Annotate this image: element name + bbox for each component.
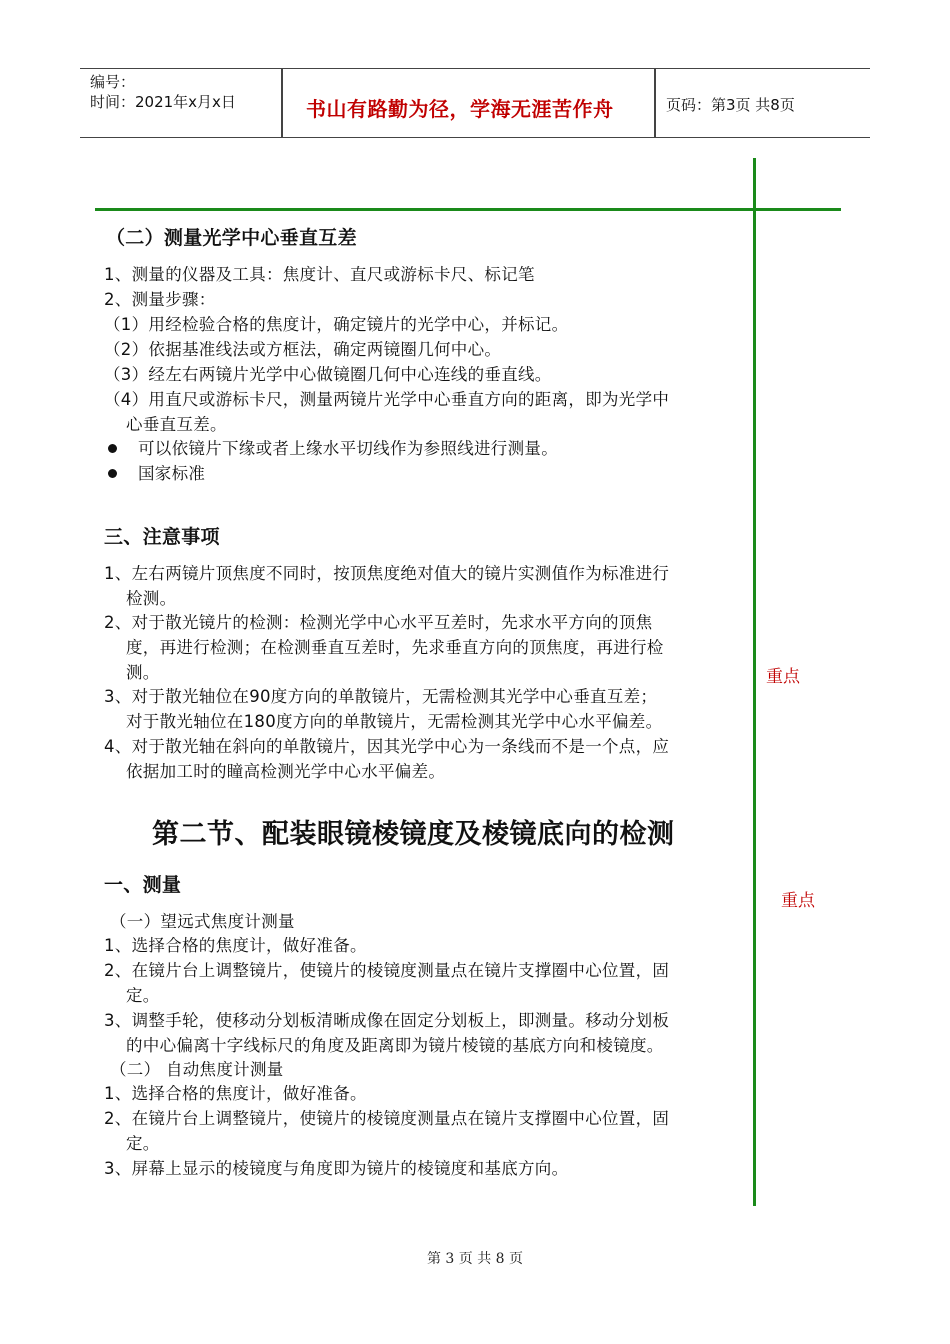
bullet-text: 可以依镜片下缘或者上缘水平切线作为参照线进行测量。: [138, 439, 558, 458]
bullet-text: 国家标准: [138, 464, 206, 483]
header-page-info: 页码：第3页 共8页: [666, 96, 795, 114]
bullet-dot: [108, 469, 117, 478]
text-line: 度，再进行检测；在检测垂直互差时，先求垂直方向的顶焦度，再进行检: [126, 638, 664, 657]
text-line: 2、在镜片台上调整镜片，使镜片的棱镜度测量点在镜片支撑圈中心位置，固: [104, 961, 670, 980]
text-line: 2、对于散光镜片的检测：检测光学中心水平互差时，先求水平方向的顶焦: [104, 613, 653, 632]
text-line: 心垂直互差。: [126, 415, 227, 434]
text-line: （4）用直尺或游标卡尺，测量两镜片光学中心垂直方向的距离，即为光学中: [104, 390, 670, 409]
text-line: 的中心偏离十字线标尺的角度及距离即为镜片棱镜的基底方向和棱镜度。: [126, 1036, 664, 1055]
page-footer: 第 3 页 共 8 页: [426, 1251, 524, 1267]
subsection-title: （二）测量光学中心垂直互差: [106, 227, 357, 249]
header-motto: 书山有路勤为径，学海无涯苦作舟: [306, 97, 614, 121]
section-heading: 三、注意事项: [104, 526, 220, 548]
text-line: 依据加工时的瞳高检测光学中心水平偏差。: [126, 762, 446, 781]
text-line: 1、左右两镜片顶焦度不同时，按顶焦度绝对值大的镜片实测值作为标准进行: [104, 564, 670, 583]
doc-number-label: 编号：: [90, 73, 136, 91]
text-line: 1、选择合格的焦度计，做好准备。: [104, 936, 367, 955]
text-line: 对于散光轴位在180度方向的单散镜片，无需检测其光学中心水平偏差。: [126, 712, 663, 731]
date-line: 时间：2021年x月x日: [90, 93, 236, 111]
text-line: 定。: [126, 1134, 160, 1153]
margin-note-key-point: 重点: [766, 667, 800, 687]
text-line: 1、选择合格的焦度计，做好准备。: [104, 1084, 367, 1103]
text-line: 2、在镜片台上调整镜片，使镜片的棱镜度测量点在镜片支撑圈中心位置，固: [104, 1109, 670, 1128]
chapter-section-title: 第二节、配装眼镜棱镜度及棱镜底向的检测: [152, 819, 675, 850]
text-line: 检测。: [126, 589, 177, 608]
text-line: 4、对于散光轴在斜向的单散镜片，因其光学中心为一条线而不是一个点，应: [104, 737, 670, 756]
text-line: （2）依据基准线法或方框法，确定两镜圈几何中心。: [104, 340, 502, 359]
text-line: （3）经左右两镜片光学中心做镜圈几何中心连线的垂直线。: [104, 365, 552, 384]
text-line: 测。: [126, 663, 160, 682]
text-line: 2、测量步骤：: [104, 290, 216, 309]
text-line: （1）用经检验合格的焦度计，确定镜片的光学中心，并标记。: [104, 315, 569, 334]
text-line: 定。: [126, 986, 160, 1005]
bullet-dot: [108, 444, 117, 453]
margin-note-key-point: 重点: [781, 891, 815, 911]
text-line: 3、屏幕上显示的棱镜度与角度即为镜片的棱镜度和基底方向。: [104, 1159, 569, 1178]
section-heading: 一、测量: [104, 874, 182, 896]
text-line: 3、对于散光轴位在90度方向的单散镜片，无需检测其光学中心垂直互差；: [104, 687, 658, 706]
text-line: 3、调整手轮，使移动分划板清晰成像在固定分划板上，即测量。移动分划板: [104, 1011, 670, 1030]
text-line: 1、测量的仪器及工具：焦度计、直尺或游标卡尺、标记笔: [104, 265, 535, 284]
subheading-line: （二） 自动焦度计测量: [110, 1060, 284, 1079]
subheading-line: （一）望远式焦度计测量: [110, 912, 295, 931]
